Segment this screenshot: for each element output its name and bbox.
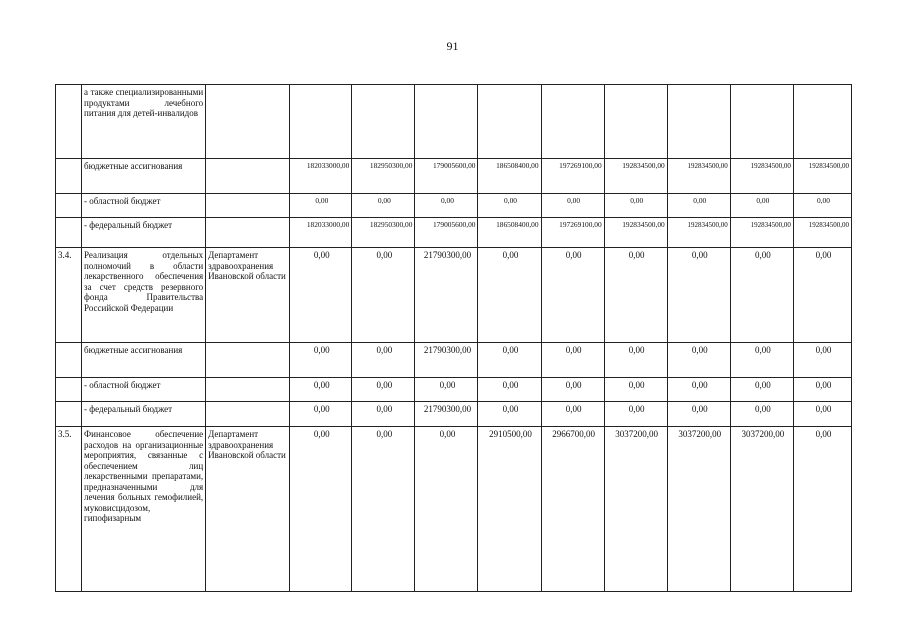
row-index-cell: [56, 218, 82, 248]
row-index-cell: [56, 194, 82, 218]
table-row: [56, 378, 852, 402]
budget-table-body: [56, 85, 852, 592]
funding-value-cell: 197269100,00: [541, 218, 604, 248]
funding-value-cell: 192834500,00: [604, 159, 667, 194]
funding-value-cell: 0,00: [352, 343, 415, 378]
funding-value-cell: 0,00: [793, 402, 851, 427]
funding-value-cell: 2966700,00: [541, 427, 604, 592]
page-number: 91: [446, 39, 459, 53]
funding-value-cell: 0,00: [730, 248, 793, 343]
funding-value-cell: 21790300,00: [415, 343, 478, 378]
funding-value-cell: 21790300,00: [415, 248, 478, 343]
funding-value-cell: 0,00: [352, 378, 415, 402]
table-row: [56, 248, 852, 343]
funding-value-cell: 0,00: [352, 402, 415, 427]
row-executor-cell: [206, 343, 290, 378]
row-description-cell: Реализация отдельных полномочий в области лекарственного обеспечения за счет средств резервного фонда Правительства Российской Федерации: [82, 248, 206, 343]
row-index-cell: [56, 343, 82, 378]
funding-value-cell: 0,00: [415, 194, 478, 218]
table-row: [56, 194, 852, 218]
funding-value-cell: 0,00: [667, 194, 730, 218]
row-description-cell: Финансовое обеспечение расходов на организационные мероприятия, связанные с обеспечением лиц лекарственными препаратами, предназначенными для лечения больных гемофилией, муковисцидозом, гипофизарным: [82, 427, 206, 592]
funding-value-cell: 179005600,00: [415, 218, 478, 248]
row-description-cell: бюджетные ассигнования: [82, 343, 206, 378]
funding-value-cell: [415, 85, 478, 159]
funding-value-cell: 3037200,00: [604, 427, 667, 592]
funding-value-cell: 0,00: [352, 427, 415, 592]
funding-value-cell: 0,00: [352, 194, 415, 218]
funding-value-cell: 192834500,00: [730, 159, 793, 194]
funding-value-cell: 0,00: [478, 343, 541, 378]
funding-value-cell: [478, 85, 541, 159]
funding-value-cell: 192834500,00: [667, 159, 730, 194]
funding-value-cell: 0,00: [604, 343, 667, 378]
table-row: [56, 427, 852, 592]
funding-value-cell: 3037200,00: [667, 427, 730, 592]
row-index-cell: [56, 378, 82, 402]
funding-value-cell: 0,00: [478, 402, 541, 427]
funding-value-cell: 192834500,00: [604, 218, 667, 248]
funding-value-cell: [604, 85, 667, 159]
row-executor-cell: [206, 378, 290, 402]
funding-value-cell: [541, 85, 604, 159]
funding-value-cell: 0,00: [290, 248, 352, 343]
funding-value-cell: 0,00: [541, 378, 604, 402]
row-description-cell: - областной бюджет: [82, 194, 206, 218]
row-description-cell: - федеральный бюджет: [82, 218, 206, 248]
funding-value-cell: 192834500,00: [793, 218, 851, 248]
row-index-cell: [56, 85, 82, 159]
table-row: [56, 159, 852, 194]
funding-value-cell: 0,00: [478, 248, 541, 343]
funding-value-cell: 0,00: [604, 248, 667, 343]
funding-value-cell: 0,00: [604, 402, 667, 427]
row-description-cell: а также специализированными продуктами лечебного питания для детей-инвалидов: [82, 85, 206, 159]
row-executor-cell: Департамент здравоохранения Ивановской области: [206, 248, 290, 343]
row-description-cell: бюджетные ассигнования: [82, 159, 206, 194]
funding-value-cell: 0,00: [478, 194, 541, 218]
funding-value-cell: 0,00: [290, 378, 352, 402]
funding-value-cell: 0,00: [290, 343, 352, 378]
funding-value-cell: 0,00: [290, 402, 352, 427]
funding-value-cell: 3037200,00: [730, 427, 793, 592]
row-executor-cell: [206, 194, 290, 218]
funding-value-cell: 0,00: [667, 402, 730, 427]
funding-value-cell: 182950300,00: [352, 159, 415, 194]
funding-value-cell: 0,00: [541, 248, 604, 343]
funding-value-cell: 0,00: [290, 427, 352, 592]
funding-value-cell: 0,00: [793, 343, 851, 378]
funding-value-cell: 0,00: [478, 378, 541, 402]
funding-value-cell: 0,00: [352, 248, 415, 343]
funding-value-cell: 0,00: [415, 378, 478, 402]
funding-value-cell: 21790300,00: [415, 402, 478, 427]
funding-value-cell: [793, 85, 851, 159]
row-description-cell: - областной бюджет: [82, 378, 206, 402]
funding-value-cell: 0,00: [730, 194, 793, 218]
row-executor-cell: [206, 402, 290, 427]
row-executor-cell: Департамент здравоохранения Ивановской области: [206, 427, 290, 592]
funding-value-cell: 192834500,00: [793, 159, 851, 194]
funding-value-cell: 0,00: [541, 343, 604, 378]
funding-value-cell: 182033000,00: [290, 159, 352, 194]
row-description-cell: - федеральный бюджет: [82, 402, 206, 427]
funding-value-cell: 186508400,00: [478, 159, 541, 194]
funding-value-cell: [352, 85, 415, 159]
funding-value-cell: 197269100,00: [541, 159, 604, 194]
row-executor-cell: [206, 85, 290, 159]
funding-value-cell: 179005600,00: [415, 159, 478, 194]
funding-value-cell: 182033000,00: [290, 218, 352, 248]
row-index-cell: [56, 159, 82, 194]
funding-value-cell: 0,00: [793, 194, 851, 218]
funding-value-cell: 0,00: [793, 378, 851, 402]
row-index-cell: [56, 402, 82, 427]
row-executor-cell: [206, 159, 290, 194]
funding-value-cell: 192834500,00: [667, 218, 730, 248]
table-row: [56, 85, 852, 159]
funding-value-cell: 0,00: [730, 378, 793, 402]
funding-value-cell: [667, 85, 730, 159]
row-index-cell: 3.5.: [56, 427, 82, 592]
funding-value-cell: 192834500,00: [730, 218, 793, 248]
funding-value-cell: 0,00: [541, 402, 604, 427]
funding-value-cell: 0,00: [667, 343, 730, 378]
funding-value-cell: 0,00: [793, 248, 851, 343]
funding-value-cell: 0,00: [604, 194, 667, 218]
funding-value-cell: 0,00: [667, 378, 730, 402]
funding-value-cell: 182950300,00: [352, 218, 415, 248]
table-row: [56, 343, 852, 378]
row-executor-cell: [206, 218, 290, 248]
funding-value-cell: 0,00: [667, 248, 730, 343]
table-row: [56, 402, 852, 427]
funding-value-cell: 186508400,00: [478, 218, 541, 248]
funding-value-cell: 0,00: [793, 427, 851, 592]
budget-table: [55, 84, 852, 592]
table-row: [56, 218, 852, 248]
row-index-cell: 3.4.: [56, 248, 82, 343]
funding-value-cell: 0,00: [415, 427, 478, 592]
funding-value-cell: 0,00: [730, 343, 793, 378]
funding-value-cell: [290, 85, 352, 159]
funding-value-cell: 0,00: [290, 194, 352, 218]
funding-value-cell: 0,00: [541, 194, 604, 218]
funding-value-cell: 0,00: [604, 378, 667, 402]
funding-value-cell: 2910500,00: [478, 427, 541, 592]
funding-value-cell: [730, 85, 793, 159]
funding-value-cell: 0,00: [730, 402, 793, 427]
